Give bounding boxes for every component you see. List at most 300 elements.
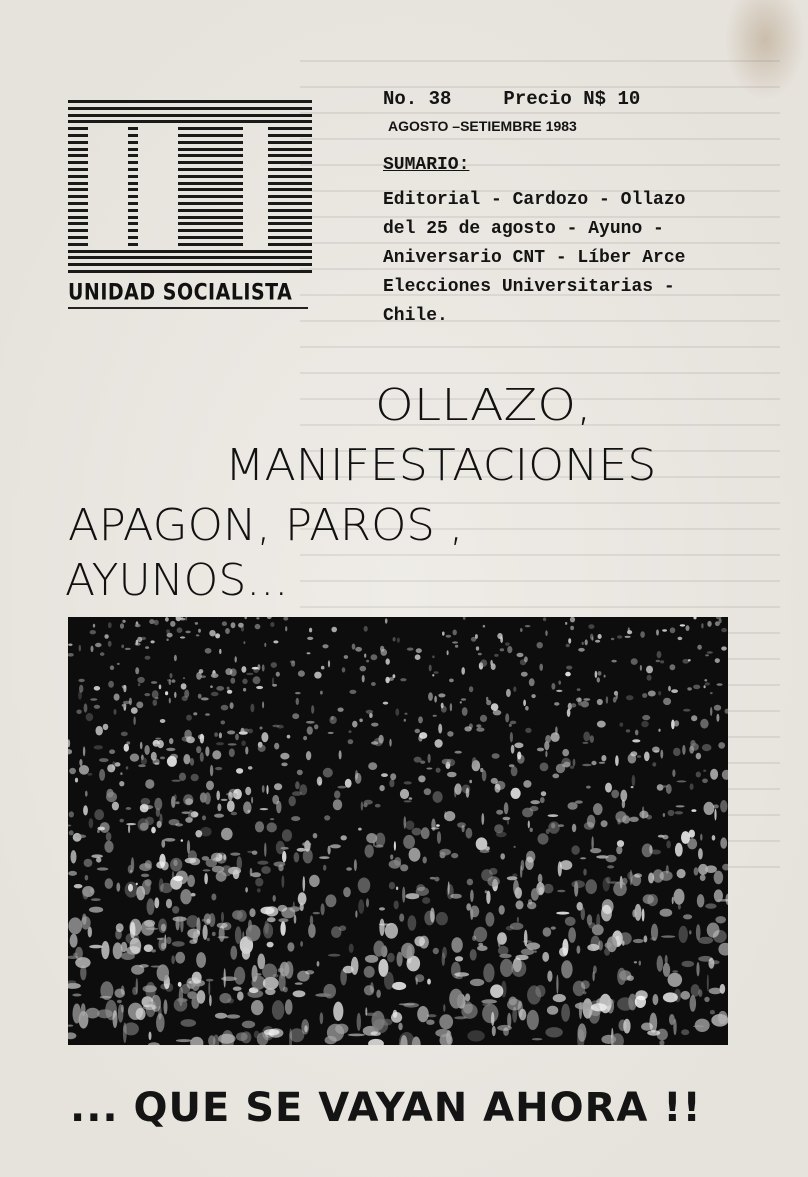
crowd-speck	[591, 936, 601, 951]
crowd-speck	[627, 630, 632, 634]
crowd-speck	[447, 731, 453, 737]
crowd-speck	[349, 690, 356, 694]
crowd-speck	[141, 758, 147, 765]
crowd-speck	[506, 926, 514, 931]
crowd-speck	[431, 819, 435, 831]
crowd-speck	[633, 939, 644, 943]
crowd-speck	[68, 825, 71, 827]
crowd-speck	[677, 869, 686, 878]
crowd-speck	[582, 642, 584, 645]
crowd-speck	[364, 626, 368, 632]
crowd-speck	[434, 671, 439, 674]
crowd-speck	[571, 845, 579, 854]
crowd-speck	[517, 653, 524, 657]
crowd-speck	[547, 1006, 558, 1015]
crowd-speck	[575, 1002, 590, 1009]
crowd-speck	[236, 768, 243, 774]
crowd-speck	[272, 1000, 284, 1020]
crowd-speck	[257, 664, 260, 670]
crowd-speck	[604, 675, 606, 678]
crowd-speck	[469, 686, 473, 692]
logo-stripe	[68, 195, 312, 198]
crowd-speck	[511, 745, 515, 754]
crowd-speck	[524, 930, 528, 946]
crowd-speck	[570, 626, 574, 630]
crowd-speck	[442, 632, 445, 636]
crowd-speck	[651, 850, 661, 855]
crowd-speck	[704, 685, 706, 688]
crowd-speck	[364, 966, 375, 978]
crowd-speck	[317, 961, 320, 967]
crowd-speck	[509, 997, 517, 1006]
crowd-speck	[199, 669, 204, 673]
crowd-speck	[585, 639, 588, 645]
crowd-speck	[248, 729, 253, 734]
crowd-speck	[133, 716, 135, 725]
crowd-speck	[505, 713, 509, 722]
crowd-speck	[94, 686, 100, 691]
crowd-speck	[691, 715, 697, 721]
crowd-speck	[460, 701, 462, 703]
crowd-speck	[206, 781, 214, 791]
crowd-speck	[515, 955, 528, 961]
crowd-speck	[116, 883, 120, 892]
crowd-speck	[644, 935, 648, 942]
crowd-speck	[627, 872, 633, 880]
crowd-speck	[230, 678, 235, 684]
crowd-speck	[514, 743, 523, 749]
crowd-speck	[136, 883, 138, 886]
crowd-speck	[693, 617, 696, 619]
crowd-speck	[554, 702, 559, 706]
crowd-speck	[260, 808, 269, 810]
crowd-speck	[571, 703, 577, 707]
crowd-speck	[97, 1009, 113, 1018]
logo-stripe	[68, 148, 312, 151]
crowd-speck	[583, 869, 586, 876]
crowd-speck	[454, 972, 469, 976]
crowd-speck	[295, 781, 300, 789]
crowd-speck	[419, 732, 427, 739]
crowd-speck	[545, 751, 547, 758]
crowd-speck	[419, 936, 429, 949]
crowd-speck	[509, 724, 512, 727]
crowd-speck	[267, 617, 272, 619]
headline-ollazo: OLLAZO,	[375, 380, 592, 431]
logo-stripe	[68, 250, 312, 253]
crowd-speck	[171, 955, 175, 964]
crowd-speck	[166, 937, 171, 944]
crowd-speck	[379, 919, 384, 936]
crowd-speck	[246, 673, 253, 675]
crowd-speck	[217, 804, 221, 812]
crowd-speck	[453, 630, 457, 636]
crowd-speck	[507, 820, 509, 825]
crowd-speck	[219, 649, 221, 654]
crowd-speck	[676, 805, 685, 807]
crowd-speck	[503, 1027, 509, 1036]
crowd-speck	[273, 895, 276, 902]
crowd-speck	[404, 781, 412, 784]
crowd-speck	[341, 835, 347, 840]
crowd-speck	[159, 854, 165, 867]
crowd-speck	[416, 648, 422, 653]
crowd-speck	[185, 798, 193, 805]
logo-stripes-icon	[68, 100, 312, 278]
crowd-speck	[591, 761, 596, 765]
crowd-speck	[438, 724, 442, 734]
crowd-speck	[418, 775, 425, 782]
crowd-speck	[138, 764, 146, 767]
crowd-speck	[227, 730, 235, 734]
crowd-speck	[455, 645, 458, 648]
crowd-speck	[485, 890, 488, 893]
crowd-speck	[398, 1023, 402, 1031]
crowd-speck	[75, 778, 78, 783]
crowd-speck	[241, 626, 244, 632]
crowd-speck	[79, 645, 81, 652]
crowd-speck	[697, 894, 705, 907]
crowd-speck	[343, 887, 351, 897]
crowd-speck	[566, 644, 570, 647]
crowd-speck	[688, 659, 691, 661]
crowd-speck	[120, 623, 124, 629]
crowd-speck	[543, 884, 553, 894]
crowd-speck	[138, 818, 149, 831]
crowd-speck	[333, 1002, 343, 1021]
crowd-speck	[178, 982, 182, 987]
crowd-speck	[246, 925, 261, 942]
crowd-speck	[650, 937, 656, 940]
crowd-speck	[123, 1022, 127, 1043]
crowd-speck	[307, 637, 313, 640]
crowd-speck	[68, 749, 72, 754]
crowd-speck	[705, 682, 710, 685]
crowd-speck	[126, 766, 129, 769]
logo-stripe	[68, 229, 312, 232]
crowd-speck	[467, 879, 473, 886]
crowd-speck	[232, 910, 243, 920]
crowd-speck	[221, 912, 224, 923]
issue-number: No. 38	[383, 88, 452, 110]
crowd-speck	[707, 974, 709, 991]
crowd-speck	[166, 899, 172, 909]
crowd-speck	[291, 661, 295, 667]
crowd-speck	[176, 1039, 192, 1042]
crowd-speck	[567, 709, 571, 717]
crowd-speck	[375, 804, 381, 808]
crowd-speck	[389, 882, 395, 889]
crowd-speck	[79, 765, 89, 775]
crowd-speck	[709, 988, 722, 995]
crowd-speck	[657, 651, 662, 658]
crowd-speck	[276, 841, 285, 854]
crowd-speck	[97, 830, 100, 833]
crowd-speck	[106, 789, 113, 798]
crowd-speck	[247, 851, 253, 853]
crowd-speck	[227, 998, 234, 1003]
crowd-speck	[198, 694, 202, 699]
crowd-speck	[605, 855, 616, 863]
crowd-speck	[233, 870, 240, 880]
crowd-speck	[154, 897, 159, 908]
crowd-speck	[504, 802, 509, 814]
crowd-speck	[455, 783, 462, 794]
crowd-speck	[371, 741, 378, 744]
crowd-speck	[293, 990, 306, 997]
crowd-speck	[169, 738, 173, 744]
crowd-speck	[266, 785, 268, 794]
crowd-speck	[433, 715, 437, 717]
crowd-speck	[201, 697, 209, 700]
crowd-speck	[494, 824, 503, 833]
crowd-speck	[112, 802, 119, 811]
crowd-speck	[439, 849, 451, 856]
crowd-speck	[726, 894, 729, 905]
crowd-speck	[120, 819, 124, 823]
crowd-speck	[494, 654, 498, 657]
crowd-speck	[683, 709, 691, 712]
crowd-speck	[183, 677, 185, 679]
logo-stripe	[68, 243, 312, 246]
crowd-speck	[467, 1030, 484, 1041]
crowd-speck	[366, 660, 369, 663]
crowd-speck	[330, 844, 341, 848]
crowd-speck	[423, 857, 427, 864]
crowd-speck	[707, 923, 720, 938]
crowd-speck	[641, 1023, 653, 1031]
crowd-speck	[310, 915, 313, 925]
crowd-speck	[248, 766, 253, 770]
crowd-speck	[355, 647, 362, 652]
crowd-speck	[693, 685, 700, 690]
crowd-speck	[177, 998, 188, 1002]
crowd-speck	[211, 673, 219, 678]
crowd-speck	[78, 679, 84, 682]
crowd-speck	[631, 786, 634, 788]
crowd-speck	[674, 889, 685, 905]
crowd-speck	[368, 762, 377, 770]
crowd-speck	[170, 673, 173, 678]
crowd-speck	[343, 966, 354, 974]
crowd-speck	[527, 1010, 539, 1030]
crowd-speck	[469, 780, 472, 783]
crowd-speck	[393, 637, 396, 641]
crowd-speck	[721, 628, 727, 632]
crowd-speck	[663, 698, 671, 705]
crowd-speck	[545, 735, 551, 743]
crowd-speck	[348, 730, 351, 733]
crowd-speck	[185, 631, 190, 634]
crowd-speck	[136, 702, 143, 709]
crowd-speck	[252, 965, 258, 982]
crowd-speck	[472, 935, 476, 941]
crowd-speck	[634, 873, 642, 877]
crowd-speck	[521, 672, 528, 677]
crowd-speck	[672, 897, 674, 904]
crowd-speck	[469, 723, 473, 728]
crowd-speck	[121, 985, 125, 995]
crowd-speck	[113, 1010, 118, 1028]
crowd-speck	[661, 935, 675, 937]
logo-stripe	[68, 188, 312, 191]
crowd-speck	[678, 904, 681, 909]
crowd-speck	[154, 620, 159, 626]
crowd-speck	[285, 626, 287, 631]
crowd-speck	[389, 739, 391, 747]
crowd-speck	[590, 848, 601, 853]
crowd-speck	[211, 894, 216, 901]
crowd-speck	[136, 640, 139, 645]
crowd-speck	[215, 1013, 227, 1019]
crowd-speck	[131, 965, 144, 975]
crowd-speck	[705, 903, 716, 908]
crowd-speck	[518, 1001, 523, 1018]
crowd-speck	[161, 840, 165, 848]
crowd-speck	[231, 622, 236, 628]
crowd-speck	[172, 906, 179, 914]
crowd-speck	[483, 625, 485, 628]
crowd-speck	[308, 924, 316, 938]
crowd-speck	[562, 939, 568, 956]
crowd-speck	[710, 692, 713, 694]
crowd-speck	[652, 762, 656, 766]
crowd-speck	[582, 742, 588, 744]
crowd-speck	[89, 945, 103, 949]
crowd-speck	[222, 621, 227, 626]
crowd-speck	[338, 708, 344, 712]
crowd-speck	[170, 754, 178, 760]
crowd-speck	[404, 800, 412, 802]
crowd-speck	[123, 701, 131, 704]
crowd-speck	[236, 1032, 248, 1041]
crowd-speck	[130, 938, 142, 954]
crowd-speck	[94, 705, 100, 709]
crowd-speck	[221, 828, 233, 840]
crowd-speck	[96, 857, 101, 862]
crowd-speck	[404, 719, 406, 722]
crowd-speck	[151, 949, 156, 952]
crowd-speck	[204, 873, 208, 884]
crowd-speck	[264, 643, 266, 647]
crowd-speck	[360, 666, 367, 672]
crowd-speck	[294, 852, 300, 862]
crowd-speck	[122, 620, 125, 623]
crowd-speck	[325, 894, 336, 907]
crowd-speck	[164, 838, 176, 842]
crowd-speck	[601, 755, 606, 761]
logo-name: UNIDAD SOCIALISTA	[68, 280, 293, 306]
crowd-speck	[84, 703, 88, 712]
crowd-speck	[348, 1034, 365, 1037]
crowd-speck	[242, 679, 247, 685]
crowd-speck	[463, 617, 466, 620]
logo-rule	[68, 307, 308, 309]
crowd-speck	[123, 685, 126, 692]
crowd-speck	[634, 961, 637, 963]
crowd-speck	[91, 898, 101, 901]
crowd-speck	[538, 874, 543, 884]
crowd-speck	[527, 985, 541, 1004]
crowd-speck	[470, 890, 474, 902]
crowd-speck	[531, 694, 535, 698]
crowd-speck	[136, 978, 138, 994]
crowd-speck	[73, 1004, 82, 1024]
crowd-speck	[394, 857, 401, 866]
summary-line: Elecciones Universitarias -	[383, 277, 675, 297]
crowd-speck	[565, 672, 571, 677]
crowd-speck	[640, 631, 645, 638]
crowd-speck	[690, 783, 694, 790]
crowd-speck	[454, 751, 462, 754]
crowd-speck	[297, 770, 303, 776]
crowd-speck	[631, 658, 638, 665]
crowd-speck	[597, 677, 600, 682]
crowd-speck	[169, 679, 172, 685]
crowd-speck	[200, 734, 204, 744]
crowd-speck	[672, 970, 678, 972]
crowd-speck	[417, 1006, 429, 1022]
crowd-speck	[386, 658, 390, 664]
crowd-speck	[159, 685, 162, 690]
crowd-speck	[435, 739, 443, 748]
crowd-speck	[260, 907, 274, 915]
crowd-speck	[548, 814, 559, 817]
crowd-speck	[496, 810, 503, 815]
crowd-speck	[630, 751, 637, 756]
crowd-speck	[106, 832, 112, 841]
crowd-speck	[365, 1007, 367, 1016]
logo-stripe	[68, 263, 312, 266]
crowd-speck	[262, 785, 265, 793]
crowd-speck	[215, 633, 220, 638]
crowd-speck	[245, 747, 248, 755]
crowd-speck	[149, 619, 154, 624]
crowd-speck	[227, 690, 232, 694]
crowd-speck	[373, 1019, 388, 1033]
crowd-speck	[283, 987, 288, 993]
crowd-speck	[531, 888, 539, 901]
crowd-speck	[427, 1014, 437, 1017]
crowd-speck	[470, 906, 479, 918]
crowd-speck	[461, 698, 466, 701]
crowd-speck	[221, 865, 232, 876]
crowd-speck	[510, 732, 513, 742]
crowd-speck	[525, 857, 534, 870]
crowd-speck	[598, 634, 602, 639]
crowd-speck	[324, 815, 330, 820]
crowd-speck	[126, 807, 132, 810]
crowd-speck	[720, 800, 727, 812]
crowd-speck	[385, 677, 389, 683]
crowd-speck	[196, 952, 206, 968]
crowd-photo	[68, 617, 728, 1045]
crowd-speck	[402, 887, 405, 903]
crowd-speck	[415, 654, 421, 660]
crowd-speck	[116, 923, 124, 932]
crowd-speck	[358, 878, 371, 894]
crowd-speck	[558, 681, 561, 685]
crowd-speck	[525, 728, 531, 733]
crowd-speck	[300, 903, 304, 911]
crowd-speck	[173, 876, 183, 882]
crowd-speck	[145, 779, 154, 789]
crowd-speck	[566, 666, 572, 670]
crowd-speck	[278, 905, 287, 912]
crowd-speck	[170, 858, 182, 872]
crowd-speck	[587, 815, 596, 828]
crowd-speck	[136, 886, 145, 900]
